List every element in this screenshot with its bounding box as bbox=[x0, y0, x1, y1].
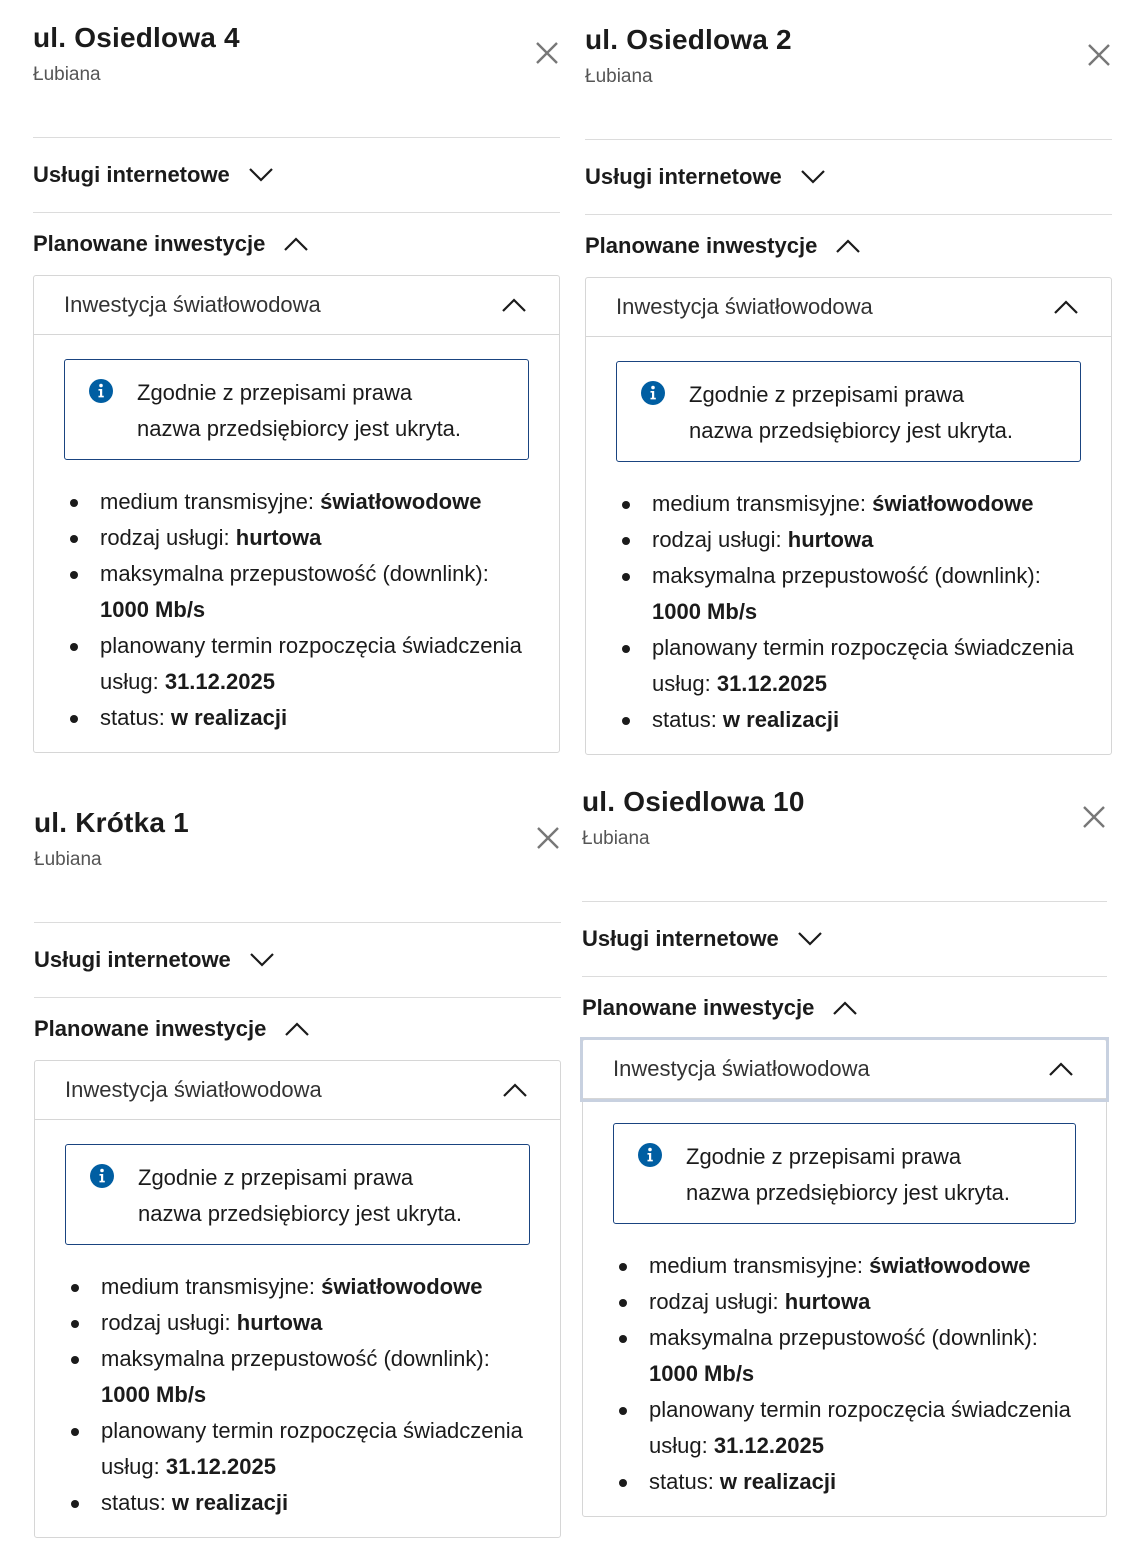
investment-title: Inwestycja światłowodowa bbox=[613, 1056, 870, 1081]
close-icon bbox=[1081, 804, 1107, 830]
card-header bbox=[582, 786, 1107, 902]
street-title: ul. Osiedlowa 4 bbox=[33, 22, 240, 53]
investment-facts bbox=[65, 1269, 530, 1521]
services-toggle[interactable] bbox=[33, 138, 560, 213]
list-item: rodzaj usługi: hurtowa bbox=[70, 520, 529, 556]
investment-accordion-header[interactable] bbox=[583, 1040, 1106, 1099]
investment-accordion bbox=[34, 1060, 561, 1538]
chevron-up-icon bbox=[284, 1021, 310, 1037]
chevron-up-icon bbox=[502, 1082, 528, 1098]
address-card bbox=[582, 786, 1107, 1517]
chevron-up-icon bbox=[835, 238, 861, 254]
list-item: maksymalna przepustowość (downlink): 1000 Mb/s bbox=[71, 1341, 530, 1413]
services-toggle[interactable] bbox=[34, 923, 561, 998]
list-item: rodzaj usługi: hurtowa bbox=[622, 522, 1081, 558]
list-item: medium transmisyjne: światłowodowe bbox=[619, 1248, 1076, 1284]
chevron-up-icon bbox=[501, 297, 527, 313]
services-label: Usługi internetowe bbox=[34, 947, 231, 972]
address-card bbox=[33, 22, 560, 753]
list-item: rodzaj usługi: hurtowa bbox=[619, 1284, 1076, 1320]
list-item: maksymalna przepustowość (downlink): 1000 Mb/s bbox=[619, 1320, 1076, 1392]
services-label: Usługi internetowe bbox=[582, 926, 779, 951]
services-label: Usługi internetowe bbox=[585, 164, 782, 189]
investments-label: Planowane inwestycje bbox=[33, 231, 266, 256]
street-title: ul. Osiedlowa 10 bbox=[582, 786, 805, 817]
list-item: medium transmisyjne: światłowodowe bbox=[622, 486, 1081, 522]
investment-facts bbox=[616, 486, 1081, 738]
close-icon bbox=[535, 825, 561, 851]
address-card bbox=[585, 24, 1112, 755]
info-alert bbox=[65, 1144, 530, 1245]
info-icon bbox=[89, 379, 113, 403]
services-toggle[interactable] bbox=[585, 140, 1112, 215]
services-toggle[interactable] bbox=[582, 902, 1107, 977]
investments-label: Planowane inwestycje bbox=[582, 995, 815, 1020]
address-card bbox=[34, 807, 561, 1538]
investment-accordion bbox=[582, 1039, 1107, 1517]
chevron-down-icon bbox=[797, 931, 823, 947]
list-item: status: w realizacji bbox=[70, 700, 529, 736]
city-name: Łubiana bbox=[33, 64, 101, 85]
city-name: Łubiana bbox=[582, 828, 650, 849]
investment-accordion bbox=[585, 277, 1112, 755]
street-title: ul. Krótka 1 bbox=[34, 807, 189, 838]
card-header bbox=[34, 807, 561, 923]
chevron-down-icon bbox=[800, 169, 826, 185]
list-item: status: w realizacji bbox=[622, 702, 1081, 738]
alert-text: Zgodnie z przepisami prawa nazwa przedsiębiorcy jest ukryta. bbox=[689, 382, 1014, 443]
investment-facts bbox=[64, 484, 529, 736]
info-icon bbox=[641, 381, 665, 405]
investment-details bbox=[34, 335, 559, 752]
list-item: planowany termin rozpoczęcia świadczenia usług: 31.12.2025 bbox=[71, 1413, 530, 1485]
chevron-up-icon bbox=[283, 236, 309, 252]
investments-label: Planowane inwestycje bbox=[34, 1016, 267, 1041]
chevron-up-icon bbox=[1048, 1061, 1074, 1077]
investments-toggle[interactable] bbox=[582, 977, 1107, 1039]
investment-accordion-header[interactable] bbox=[586, 278, 1111, 337]
investment-accordion-header[interactable] bbox=[35, 1061, 560, 1120]
city-name: Łubiana bbox=[585, 66, 653, 87]
info-alert bbox=[613, 1123, 1076, 1224]
investment-title: Inwestycja światłowodowa bbox=[616, 294, 873, 319]
chevron-down-icon bbox=[248, 167, 274, 183]
close-button[interactable] bbox=[1086, 42, 1112, 68]
investments-toggle[interactable] bbox=[33, 213, 560, 275]
investment-facts bbox=[613, 1248, 1076, 1500]
investment-details bbox=[586, 337, 1111, 754]
close-button[interactable] bbox=[1081, 804, 1107, 830]
chevron-up-icon bbox=[832, 1000, 858, 1016]
info-alert bbox=[64, 359, 529, 460]
investment-title: Inwestycja światłowodowa bbox=[65, 1077, 322, 1102]
investments-toggle[interactable] bbox=[585, 215, 1112, 277]
street-title: ul. Osiedlowa 2 bbox=[585, 24, 792, 55]
chevron-down-icon bbox=[249, 952, 275, 968]
services-label: Usługi internetowe bbox=[33, 162, 230, 187]
investment-accordion bbox=[33, 275, 560, 753]
card-header bbox=[33, 22, 560, 138]
investment-title: Inwestycja światłowodowa bbox=[64, 292, 321, 317]
investments-label: Planowane inwestycje bbox=[585, 233, 818, 258]
close-icon bbox=[1086, 42, 1112, 68]
investment-accordion-header[interactable] bbox=[34, 276, 559, 335]
list-item: rodzaj usługi: hurtowa bbox=[71, 1305, 530, 1341]
alert-text: Zgodnie z przepisami prawa nazwa przedsiębiorcy jest ukryta. bbox=[138, 1165, 463, 1226]
alert-text: Zgodnie z przepisami prawa nazwa przedsiębiorcy jest ukryta. bbox=[686, 1144, 1011, 1205]
city-name: Łubiana bbox=[34, 849, 102, 870]
card-header bbox=[585, 24, 1112, 140]
list-item: planowany termin rozpoczęcia świadczenia usług: 31.12.2025 bbox=[619, 1392, 1076, 1464]
close-button[interactable] bbox=[535, 825, 561, 851]
close-button[interactable] bbox=[534, 40, 560, 66]
list-item: status: w realizacji bbox=[619, 1464, 1076, 1500]
list-item: planowany termin rozpoczęcia świadczenia usług: 31.12.2025 bbox=[70, 628, 529, 700]
list-item: maksymalna przepustowość (downlink): 1000 Mb/s bbox=[622, 558, 1081, 630]
info-icon bbox=[638, 1143, 662, 1167]
investments-toggle[interactable] bbox=[34, 998, 561, 1060]
info-alert bbox=[616, 361, 1081, 462]
list-item: medium transmisyjne: światłowodowe bbox=[71, 1269, 530, 1305]
chevron-up-icon bbox=[1053, 299, 1079, 315]
info-icon bbox=[90, 1164, 114, 1188]
alert-text: Zgodnie z przepisami prawa nazwa przedsiębiorcy jest ukryta. bbox=[137, 380, 462, 441]
list-item: status: w realizacji bbox=[71, 1485, 530, 1521]
investment-details bbox=[583, 1099, 1106, 1516]
list-item: medium transmisyjne: światłowodowe bbox=[70, 484, 529, 520]
investment-details bbox=[35, 1120, 560, 1537]
close-icon bbox=[534, 40, 560, 66]
list-item: maksymalna przepustowość (downlink): 1000 Mb/s bbox=[70, 556, 529, 628]
list-item: planowany termin rozpoczęcia świadczenia usług: 31.12.2025 bbox=[622, 630, 1081, 702]
